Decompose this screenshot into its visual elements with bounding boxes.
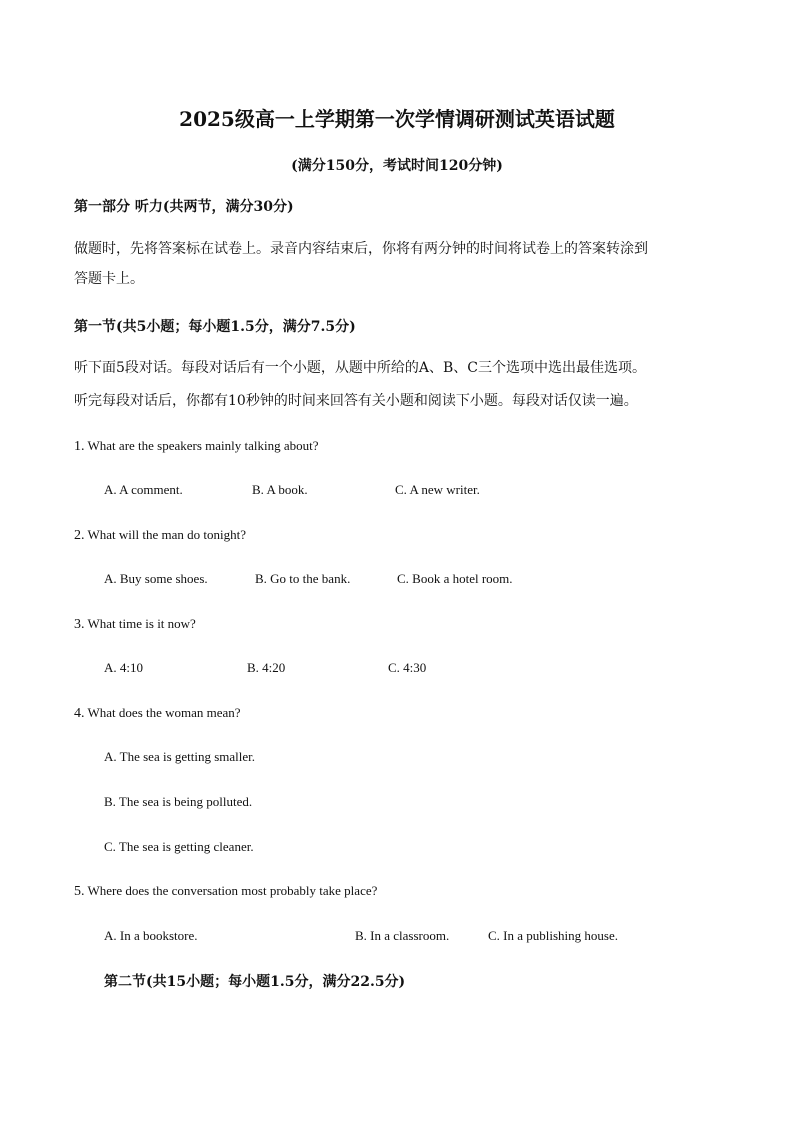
question-3 <box>74 616 196 633</box>
question-3-option-a: A. 4:10 <box>104 660 143 675</box>
question-number: 5. <box>74 884 85 899</box>
question-text: What time is it now? <box>87 616 196 631</box>
question-1-option-b: B. A book. <box>252 482 308 497</box>
question-4-option-c: C. The sea is getting cleaner. <box>104 839 254 854</box>
exam-subtitle: (满分150分，考试时间120分钟) <box>291 158 503 174</box>
question-text: Where does the conversation most probably take place? <box>87 883 378 898</box>
question-4-option-b: B. The sea is being polluted. <box>104 794 253 809</box>
question-5-option-c: C. In a publishing house. <box>488 928 618 943</box>
question-2-option-c: C. Book a hotel room. <box>397 571 513 586</box>
section1-instruction-line2: 听完每段对话后，你都有10秒钟的时间来回答有关小题和阅读下小题。每段对话仅读一遍。 <box>74 393 638 409</box>
question-3-option-c: C. 4:30 <box>388 660 427 675</box>
question-text: What will the man do tonight? <box>87 527 247 542</box>
part1-instruction-line2: 答题卡上。 <box>74 271 144 287</box>
question-number: 2. <box>74 528 85 543</box>
question-4-option-a: A. The sea is getting smaller. <box>104 749 256 764</box>
part1-heading: 第一部分 听力(共两节，满分30分) <box>74 199 294 215</box>
question-2-option-a: A. Buy some shoes. <box>104 571 208 586</box>
section1-instruction-line1: 听下面5段对话。每段对话后有一个小题，从题中所给的A、B、C三个选项中选出最佳选项。 <box>74 360 647 376</box>
question-5-option-a: A. In a bookstore. <box>104 928 198 943</box>
question-3-option-b: B. 4:20 <box>247 660 286 675</box>
section1-heading: 第一节(共5小题；每小题1.5分，满分7.5分) <box>74 319 356 335</box>
section2-heading: 第二节(共15小题；每小题1.5分，满分22.5分) <box>104 974 406 990</box>
question-5-option-b: B. In a classroom. <box>355 928 450 943</box>
question-2-option-b: B. Go to the bank. <box>255 571 351 586</box>
question-text: What does the woman mean? <box>87 705 241 720</box>
question-1 <box>74 438 319 455</box>
question-1-option-a: A. A comment. <box>104 482 183 497</box>
question-1-option-c: C. A new writer. <box>395 482 480 497</box>
question-5 <box>74 883 377 900</box>
question-text: What are the speakers mainly talking about? <box>87 438 319 453</box>
question-2 <box>74 527 246 544</box>
question-4 <box>74 705 241 722</box>
question-number: 3. <box>74 617 85 632</box>
part1-instruction-line1: 做题时，先将答案标在试卷上。录音内容结束后，你将有两分钟的时间将试卷上的答案转涂到 <box>74 241 648 257</box>
question-number: 4. <box>74 706 85 721</box>
question-number: 1. <box>74 439 85 454</box>
exam-title: 2025级高一上学期第一次学情调研测试英语试题 <box>179 107 615 131</box>
